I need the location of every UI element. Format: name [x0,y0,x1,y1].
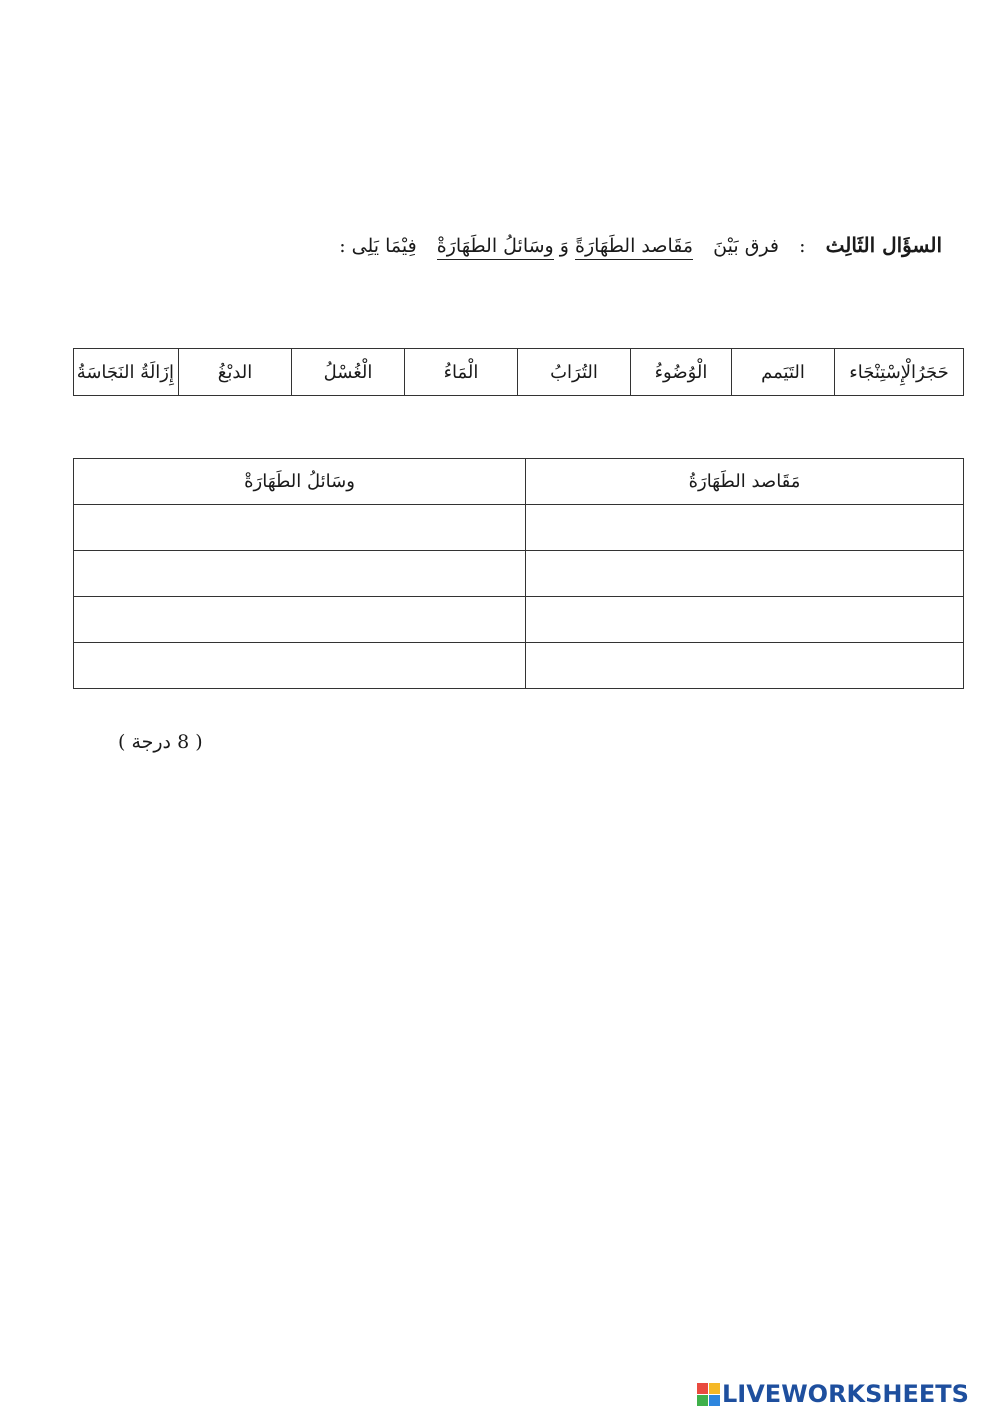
term-wasail: وسَائلُ الطَهَارَةْ [437,235,554,260]
question-conjunction: وَ [559,235,569,257]
table-row [74,505,964,551]
word-izalat-najasa[interactable]: إِزَالَةُ النَجَاسَةُ [74,349,179,396]
word-turab[interactable]: التُرَابُ [518,349,631,396]
drop-cell-wasail[interactable] [74,643,526,689]
drop-cell-maqasid[interactable] [526,597,964,643]
header-wasail: وسَائلُ الطَهَارَةْ [74,459,526,505]
word-wudu[interactable]: الْوُضُوءُ [631,349,732,396]
word-bank [73,348,964,396]
term-maqasid: مَقَاصد الطَهَارَةً [575,235,693,260]
header-maqasid: مَقَاصد الطَهَارَةُ [526,459,964,505]
question-title: السؤَال الثَالِث [825,233,942,257]
drop-cell-maqasid[interactable] [526,505,964,551]
word-istinja-stone[interactable]: حَجَرُالْإِسْتِنْجَاء [835,349,964,396]
drop-cell-wasail[interactable] [74,597,526,643]
drop-cell-wasail[interactable] [74,505,526,551]
question-separator: : [799,235,806,257]
question-prefix: فرق بَيْنَ [713,235,780,257]
logo-squares-icon [697,1383,720,1406]
table-row [74,643,964,689]
drop-cell-wasail[interactable] [74,551,526,597]
word-maa[interactable]: الْمَاءُ [405,349,518,396]
word-bank-row [74,349,964,396]
drop-cell-maqasid[interactable] [526,551,964,597]
answer-table [73,458,964,689]
table-row [74,597,964,643]
table-row [74,551,964,597]
word-dabgh[interactable]: الدبْغُ [179,349,292,396]
word-ghusl[interactable]: الْغُسْلُ [292,349,405,396]
drop-cell-maqasid[interactable] [526,643,964,689]
logo-text: LIVEWORKSHEETS [722,1380,969,1408]
score-label: ( 8 درجة ) [118,731,203,753]
word-tayammum[interactable]: التَيَمم [732,349,835,396]
question-suffix: فِيْمَا يَلِى : [339,235,417,257]
liveworksheets-logo [697,1381,969,1407]
answer-header-row [74,459,964,505]
question-line [339,228,942,263]
